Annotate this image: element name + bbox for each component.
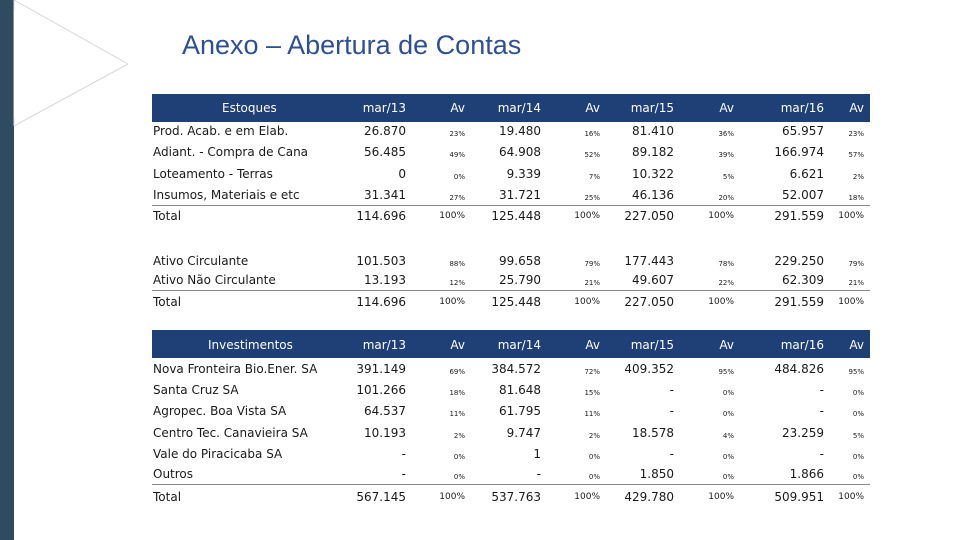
investimentos-row-value-1: 64.537 [364, 404, 406, 418]
estoques-row-av-4: 25% [584, 194, 600, 202]
estoques-row-av-6: 39% [718, 151, 734, 159]
investimentos-row-av-6: 0% [722, 389, 734, 397]
investimentos-row-av-4: 0% [588, 473, 600, 481]
investimentos-row-value-7: - [819, 404, 824, 418]
investimentos-total-label: Total [153, 490, 182, 504]
investimentos-header-label: Investimentos [208, 338, 293, 352]
investimentos-total-av-4: 100% [574, 492, 600, 502]
investimentos-header-value-5: mar/15 [630, 338, 674, 352]
estoques-row-av-8: 23% [848, 130, 864, 138]
estoques-header-av-2: Av [450, 101, 465, 115]
ativo-row-value-5: 177.443 [624, 254, 674, 268]
decorative-corner-triangle [0, 0, 128, 126]
estoques-row-av-2: 23% [449, 130, 465, 138]
ativo-total-av-2: 100% [439, 297, 465, 307]
estoques-row-value-1: 26.870 [364, 124, 406, 138]
investimentos-row-label: Nova Fronteira Bio.Ener. SA [153, 362, 318, 376]
ativo-total-value-7: 291.559 [774, 295, 824, 309]
investimentos-row-value-3: 9.747 [506, 426, 541, 440]
estoques-row-av-4: 7% [588, 173, 600, 181]
investimentos-row-av-4: 15% [584, 389, 600, 397]
estoques-row-value-7: 52.007 [782, 188, 824, 202]
estoques-row-value-3: 9.339 [506, 167, 541, 181]
estoques-row-av-8: 2% [852, 173, 864, 181]
estoques-total-rule [152, 205, 870, 206]
investimentos-total-rule [152, 484, 870, 485]
investimentos-row-label: Santa Cruz SA [153, 383, 239, 397]
investimentos-row-value-5: 1.850 [639, 467, 674, 481]
investimentos-total-value-7: 509.951 [774, 490, 824, 504]
investimentos-row-av-8: 0% [852, 410, 864, 418]
investimentos-header-av-2: Av [450, 338, 465, 352]
estoques-row-value-7: 65.957 [782, 124, 824, 138]
ativo-row-av-6: 78% [718, 260, 734, 268]
estoques-total-av-2: 100% [439, 211, 465, 221]
investimentos-row-av-8: 95% [848, 368, 864, 376]
ativo-total-label: Total [153, 295, 182, 309]
investimentos-row-av-6: 0% [722, 473, 734, 481]
estoques-row-av-8: 18% [848, 194, 864, 202]
estoques-row-av-6: 5% [722, 173, 734, 181]
estoques-total-av-8: 100% [838, 211, 864, 221]
ativo-row-av-6: 22% [718, 279, 734, 287]
estoques-row-av-4: 16% [584, 130, 600, 138]
ativo-row-value-3: 25.790 [499, 273, 541, 287]
estoques-row-value-5: 81.410 [632, 124, 674, 138]
estoques-row-av-4: 52% [584, 151, 600, 159]
estoques-row-av-8: 57% [848, 151, 864, 159]
investimentos-row-av-2: 0% [453, 473, 465, 481]
investimentos-row-av-6: 0% [722, 453, 734, 461]
investimentos-total-av-2: 100% [439, 492, 465, 502]
investimentos-row-av-8: 5% [852, 432, 864, 440]
investimentos-row-value-1: - [401, 467, 406, 481]
ativo-row-av-8: 21% [848, 279, 864, 287]
estoques-row-value-1: 0 [398, 167, 406, 181]
investimentos-row-value-3: 384.572 [491, 362, 541, 376]
estoques-row-value-3: 31.721 [499, 188, 541, 202]
investimentos-row-value-5: - [669, 383, 674, 397]
estoques-header-value-1: mar/13 [362, 101, 406, 115]
estoques-row-av-2: 27% [449, 194, 465, 202]
estoques-header-value-3: mar/14 [497, 101, 541, 115]
investimentos-row-av-2: 11% [449, 410, 465, 418]
ativo-row-value-7: 229.250 [774, 254, 824, 268]
ativo-row-label: Ativo Circulante [153, 254, 249, 268]
estoques-row-value-7: 166.974 [774, 145, 824, 159]
investimentos-row-label: Outros [153, 467, 194, 481]
estoques-row-av-6: 20% [718, 194, 734, 202]
ativo-total-value-3: 125.448 [491, 295, 541, 309]
estoques-row-value-7: 6.621 [789, 167, 824, 181]
estoques-row-av-6: 36% [718, 130, 734, 138]
investimentos-row-value-7: - [819, 447, 824, 461]
ativo-row-label: Ativo Não Circulante [153, 273, 276, 287]
estoques-row-label: Insumos, Materiais e etc [153, 188, 300, 202]
investimentos-row-value-1: 391.149 [356, 362, 406, 376]
investimentos-row-av-4: 2% [588, 432, 600, 440]
ativo-row-value-1: 13.193 [364, 273, 406, 287]
investimentos-row-label: Centro Tec. Canavieira SA [153, 426, 308, 440]
ativo-row-value-7: 62.309 [782, 273, 824, 287]
estoques-total-value-1: 114.696 [356, 209, 406, 223]
page-title: Anexo – Abertura de Contas [182, 30, 522, 60]
estoques-header-av-6: Av [719, 101, 734, 115]
investimentos-row-av-2: 69% [449, 368, 465, 376]
estoques-row-av-2: 49% [449, 151, 465, 159]
investimentos-total-value-3: 537.763 [491, 490, 541, 504]
investimentos-row-label: Vale do Piracicaba SA [153, 447, 283, 461]
estoques-total-label: Total [153, 209, 182, 223]
ativo-total-av-4: 100% [574, 297, 600, 307]
investimentos-row-av-8: 0% [852, 473, 864, 481]
investimentos-row-av-4: 11% [584, 410, 600, 418]
investimentos-header-av-4: Av [585, 338, 600, 352]
investimentos-row-value-5: - [669, 404, 674, 418]
estoques-row-value-1: 31.341 [364, 188, 406, 202]
investimentos-header-av-6: Av [719, 338, 734, 352]
estoques-row-label: Prod. Acab. e em Elab. [153, 124, 289, 138]
investimentos-total-av-8: 100% [838, 492, 864, 502]
investimentos-row-av-8: 0% [852, 389, 864, 397]
investimentos-total-av-6: 100% [708, 492, 734, 502]
investimentos-row-av-8: 0% [852, 453, 864, 461]
estoques-header-value-7: mar/16 [780, 101, 824, 115]
ativo-total-value-5: 227.050 [624, 295, 674, 309]
estoques-total-value-5: 227.050 [624, 209, 674, 223]
estoques-total-av-6: 100% [708, 211, 734, 221]
estoques-row-value-5: 89.182 [632, 145, 674, 159]
estoques-total-value-7: 291.559 [774, 209, 824, 223]
ativo-row-av-4: 79% [584, 260, 600, 268]
investimentos-row-av-2: 2% [453, 432, 465, 440]
estoques-row-value-5: 10.322 [632, 167, 674, 181]
investimentos-row-value-7: 23.259 [782, 426, 824, 440]
investimentos-row-label: Agropec. Boa Vista SA [153, 404, 287, 418]
estoques-row-value-1: 56.485 [364, 145, 406, 159]
ativo-row-value-5: 49.607 [632, 273, 674, 287]
investimentos-row-value-5: 409.352 [624, 362, 674, 376]
investimentos-row-value-1: - [401, 447, 406, 461]
investimentos-row-value-7: 484.826 [774, 362, 824, 376]
investimentos-row-av-4: 72% [584, 368, 600, 376]
investimentos-header-value-3: mar/14 [497, 338, 541, 352]
investimentos-row-value-7: 1.866 [789, 467, 824, 481]
ativo-row-av-2: 12% [449, 279, 465, 287]
estoques-row-av-2: 0% [453, 173, 465, 181]
ativo-row-av-2: 88% [449, 260, 465, 268]
investimentos-row-av-6: 0% [722, 410, 734, 418]
investimentos-row-value-3: 61.795 [499, 404, 541, 418]
estoques-row-value-3: 19.480 [499, 124, 541, 138]
ativo-row-value-1: 101.503 [356, 254, 406, 268]
investimentos-total-value-1: 567.145 [356, 490, 406, 504]
ativo-total-rule [152, 290, 870, 291]
investimentos-row-value-3: - [536, 467, 541, 481]
estoques-total-value-3: 125.448 [491, 209, 541, 223]
ativo-total-value-1: 114.696 [356, 295, 406, 309]
investimentos-row-av-2: 18% [449, 389, 465, 397]
ativo-row-av-8: 79% [848, 260, 864, 268]
investimentos-row-av-6: 4% [722, 432, 734, 440]
investimentos-row-av-2: 0% [453, 453, 465, 461]
ativo-total-av-8: 100% [838, 297, 864, 307]
investimentos-row-value-3: 1 [533, 447, 541, 461]
investimentos-row-value-7: - [819, 383, 824, 397]
estoques-header-av-8: Av [849, 101, 864, 115]
estoques-header-av-4: Av [585, 101, 600, 115]
investimentos-header-value-7: mar/16 [780, 338, 824, 352]
estoques-row-label: Loteamento - Terras [153, 167, 273, 181]
ativo-row-av-4: 21% [584, 279, 600, 287]
investimentos-header-value-1: mar/13 [362, 338, 406, 352]
investimentos-header-av-8: Av [849, 338, 864, 352]
estoques-row-value-5: 46.136 [632, 188, 674, 202]
estoques-header-label: Estoques [222, 101, 277, 115]
investimentos-row-value-1: 10.193 [364, 426, 406, 440]
investimentos-row-av-4: 0% [588, 453, 600, 461]
estoques-total-av-4: 100% [574, 211, 600, 221]
ativo-total-av-6: 100% [708, 297, 734, 307]
investimentos-row-value-5: 18.578 [632, 426, 674, 440]
investimentos-total-value-5: 429.780 [624, 490, 674, 504]
estoques-row-value-3: 64.908 [499, 145, 541, 159]
investimentos-row-av-6: 95% [718, 368, 734, 376]
estoques-header-value-5: mar/15 [630, 101, 674, 115]
investimentos-row-value-3: 81.648 [499, 383, 541, 397]
investimentos-row-value-5: - [669, 447, 674, 461]
investimentos-row-value-1: 101.266 [356, 383, 406, 397]
ativo-row-value-3: 99.658 [499, 254, 541, 268]
estoques-row-label: Adiant. - Compra de Cana [153, 145, 309, 159]
